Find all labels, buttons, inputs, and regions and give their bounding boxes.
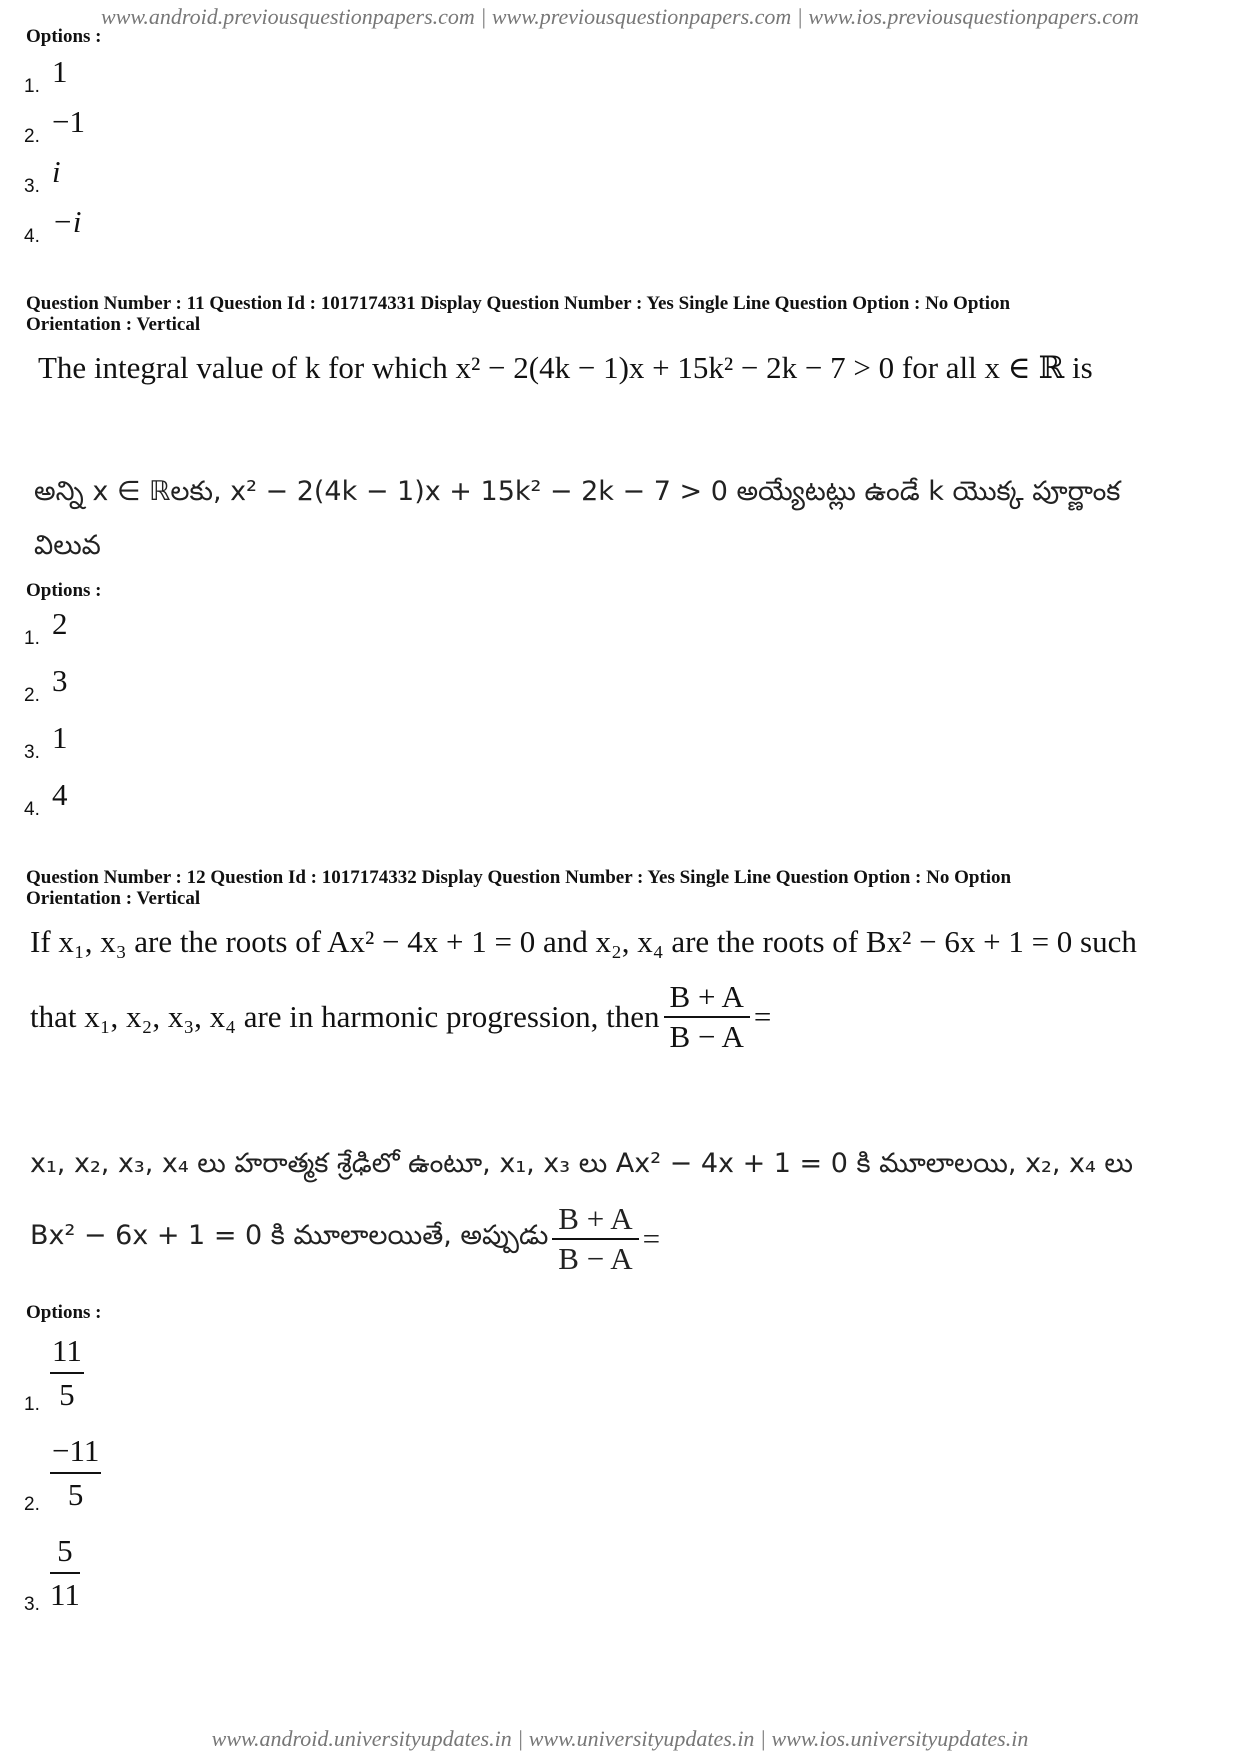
q11-question-telugu-line1: అన్ని x ∈ ℝలకు, x² − 2(4k − 1)x + 15k² − 2k − 7 > 0 అయ్యేటట్లు ఉండే k యొక్క పూర్ణాంక xyxy=(34,476,1121,507)
q11-meta-line1: Question Number : 11 Question Id : 1017174331 Display Question Number : Yes Single Line Question Option : No Option xyxy=(26,293,1011,314)
q12-question-english-line2-text: that x₁, x₂, x₃, x₄ are in harmonic progression, then xyxy=(30,999,660,1034)
q10-options-label: Options : xyxy=(26,26,102,47)
q12-option-3 xyxy=(24,1530,144,1630)
q11-question-telugu-line2: విలువ xyxy=(34,530,101,561)
option-number: 2. xyxy=(24,1494,40,1515)
q11-options-label: Options : xyxy=(26,580,102,601)
fraction-numerator: B + A xyxy=(664,978,750,1018)
fraction-numerator: 11 xyxy=(50,1330,84,1374)
fraction-numerator: B + A xyxy=(552,1200,638,1240)
q12-meta xyxy=(26,867,1011,909)
page-header-watermark: www.android.previousquestionpapers.com | www.previousquestionpapers.com | www.ios.previousquestionpapers.com xyxy=(101,4,1139,29)
q12-question-telugu-line2 xyxy=(30,1200,660,1278)
q12-option-1 xyxy=(24,1330,144,1430)
option-number: 1. xyxy=(24,1394,40,1415)
option-value: 1 xyxy=(52,54,68,89)
fraction-denominator: 5 xyxy=(59,1377,75,1412)
fraction-numerator: −11 xyxy=(50,1430,101,1474)
q11-meta-line2: Orientation : Vertical xyxy=(26,314,201,335)
fraction-denominator: B − A xyxy=(558,1241,633,1276)
q12-meta-line1: Question Number : 12 Question Id : 1017174332 Display Question Number : Yes Single Line Question Option : No Option xyxy=(26,867,1012,888)
fraction-numerator: 5 xyxy=(50,1530,80,1574)
option-fraction xyxy=(50,1330,84,1416)
option-number: 1. xyxy=(24,76,40,97)
equals-sign: = xyxy=(642,1221,661,1256)
option-number: 4. xyxy=(24,799,40,820)
option-value: −i xyxy=(52,204,82,239)
option-fraction xyxy=(50,1430,101,1516)
option-number: 4. xyxy=(24,226,40,247)
q12-question-english-line2 xyxy=(30,978,771,1056)
equals-sign: = xyxy=(753,999,772,1034)
option-value: −1 xyxy=(52,104,85,139)
option-number: 3. xyxy=(24,1594,40,1615)
option-value: i xyxy=(52,154,61,189)
q12-meta-line2: Orientation : Vertical xyxy=(26,888,201,909)
fraction-denominator: 5 xyxy=(67,1477,84,1512)
option-value: 2 xyxy=(52,606,68,641)
fraction-denominator: 11 xyxy=(50,1577,80,1612)
option-fraction xyxy=(50,1530,80,1616)
option-number: 2. xyxy=(24,685,40,706)
q12-question-telugu-line2-text: Bx² − 6x + 1 = 0 కి మూలాలయితే, అప్పుడు xyxy=(30,1220,549,1251)
option-value: 4 xyxy=(52,777,68,812)
fraction-denominator: B − A xyxy=(669,1019,744,1054)
option-number: 2. xyxy=(24,126,40,147)
option-value: 1 xyxy=(52,720,68,755)
option-number: 3. xyxy=(24,176,40,197)
option-number: 1. xyxy=(24,628,40,649)
option-number: 3. xyxy=(24,742,40,763)
q12-fraction xyxy=(664,978,750,1056)
q12-options-label: Options : xyxy=(26,1302,102,1323)
page-footer-watermark: www.android.universityupdates.in | www.universityupdates.in | www.ios.universityupdates.in xyxy=(211,1726,1029,1751)
q11-question-english: The integral value of k for which x² − 2(4k − 1)x + 15k² − 2k − 7 > 0 for all x ∈ ℝ is xyxy=(38,350,1093,385)
q12-telugu-fraction xyxy=(552,1200,638,1278)
q12-option-2 xyxy=(24,1430,144,1530)
q12-question-telugu-line1: x₁, x₂, x₃, x₄ లు హరాత్మక శ్రేఢిలో ఉంటూ, x₁, x₃ లు Ax² − 4x + 1 = 0 కి మూలాలయి, x₂, x₄ లు xyxy=(30,1148,1133,1179)
q12-question-english-line1: If x₁, x₃ are the roots of Ax² − 4x + 1 = 0 and x₂, x₄ are the roots of Bx² − 6x + 1 = 0 such xyxy=(30,924,1137,959)
q11-meta xyxy=(26,293,1010,335)
option-value: 3 xyxy=(52,663,68,698)
